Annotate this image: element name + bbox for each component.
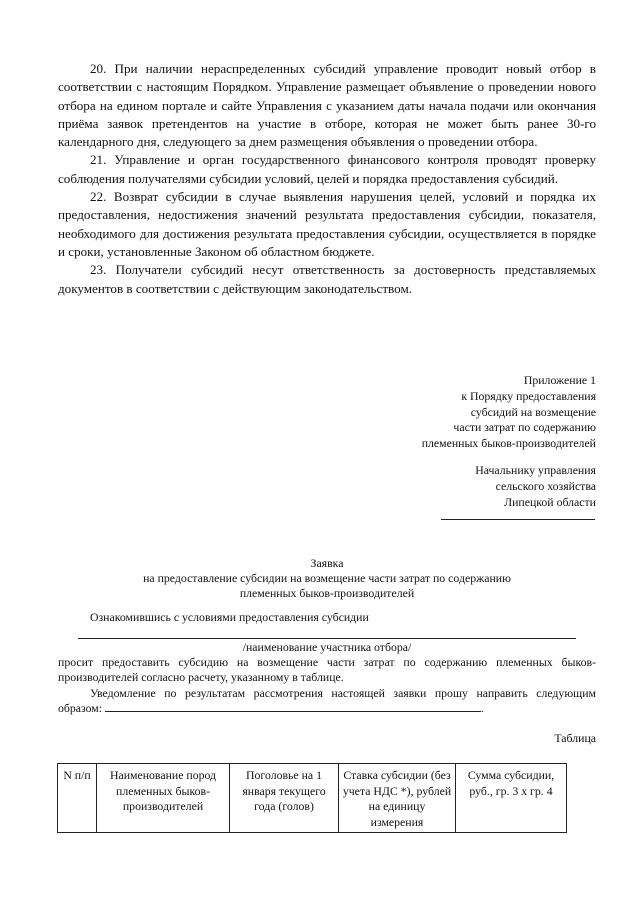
participant-name-line: [78, 638, 576, 639]
notification-paragraph: [58, 686, 596, 717]
request-text: [58, 655, 596, 717]
table-header-row: [58, 764, 567, 833]
participant-caption: /наименование участника отбора/: [242, 640, 412, 654]
appendix-header: [276, 373, 596, 452]
clause-21: 21. Управление и орган государственного финансового контроля проводят проверку соблюдения получателями субсидии условий, целей и порядка предоставления субсидий.: [58, 152, 596, 186]
notification-blank-short: [105, 701, 223, 712]
notification-end: .: [481, 701, 484, 716]
addressee-line: Липецкой области: [504, 495, 596, 509]
application-subtitle: на предоставление субсидии на возмещение части затрат по содержанию: [143, 571, 511, 586]
application-intro: Ознакомившись с условиями предоставления субсидии: [90, 610, 369, 624]
notification-blank-long: [223, 701, 481, 712]
appendix-line: части затрат по содержанию: [453, 420, 596, 435]
col-breed-header: Наименование пород племенных быков-производителей: [97, 764, 230, 833]
clause-22: 22. Возврат субсидии в случае выявления нарушения целей, условий и порядка их предоставления, недостижения значений результата предоставления субсидии, показателя, необходимого для достижения результата предоставления субсидии, осуществляется в порядке и сроки, установленные Законом об областном бюджете.: [58, 189, 596, 259]
appendix-line: племенных быков-производителей: [421, 436, 596, 451]
clause-20: 20. При наличии нераспределенных субсидий управление проводит новый отбор в соответствии с настоящим Порядком. Управление размещает объявление о проведении нового отбора на едином портале и сайте Управления с указанием даты начала подачи или окончания приёма заявок претендентов на участие в отборе, которая не может быть ранее 30-го календарного дня, следующего за днем размещения объявления о проведении отбора.: [58, 61, 596, 150]
col-number-header: N п/п: [58, 764, 97, 833]
application-title: Заявка: [310, 556, 344, 570]
notification-text: Уведомление по результатам рассмотрения настоящей заявки прошу направить следующим образом:: [58, 685, 596, 716]
appendix-line: к Порядку предоставления: [461, 388, 596, 403]
procedure-clauses: [58, 60, 596, 298]
appendix-line: Приложение 1: [523, 373, 596, 387]
addressee-block: [296, 462, 596, 510]
addressee-blank-line: [441, 519, 595, 520]
subsidy-table: [57, 763, 567, 833]
request-paragraph: просит предоставить субсидию на возмещение части затрат по содержанию племенных быков-производителей согласно расчету, указанному в таблице.: [58, 655, 596, 685]
addressee-line: Начальнику управления: [475, 463, 596, 477]
addressee-line: сельского хозяйства: [495, 479, 596, 493]
table-label: Таблица: [554, 731, 596, 745]
application-subtitle: племенных быков-производителей: [239, 586, 415, 601]
col-rate-header: Ставка субсидии (без учета НДС *), рублей на единицу измерения: [339, 764, 456, 833]
col-amount-header: Сумма субсидии, руб., гр. 3 х гр. 4: [456, 764, 567, 833]
clause-23: 23. Получатели субсидий несут ответственность за достоверность представляемых документов в соответствии с действующим законодательством.: [58, 262, 596, 296]
appendix-line: субсидий на возмещение: [470, 404, 596, 419]
application-title-block: [58, 556, 596, 602]
col-livestock-header: Поголовье на 1 января текущего года (голов): [230, 764, 339, 833]
